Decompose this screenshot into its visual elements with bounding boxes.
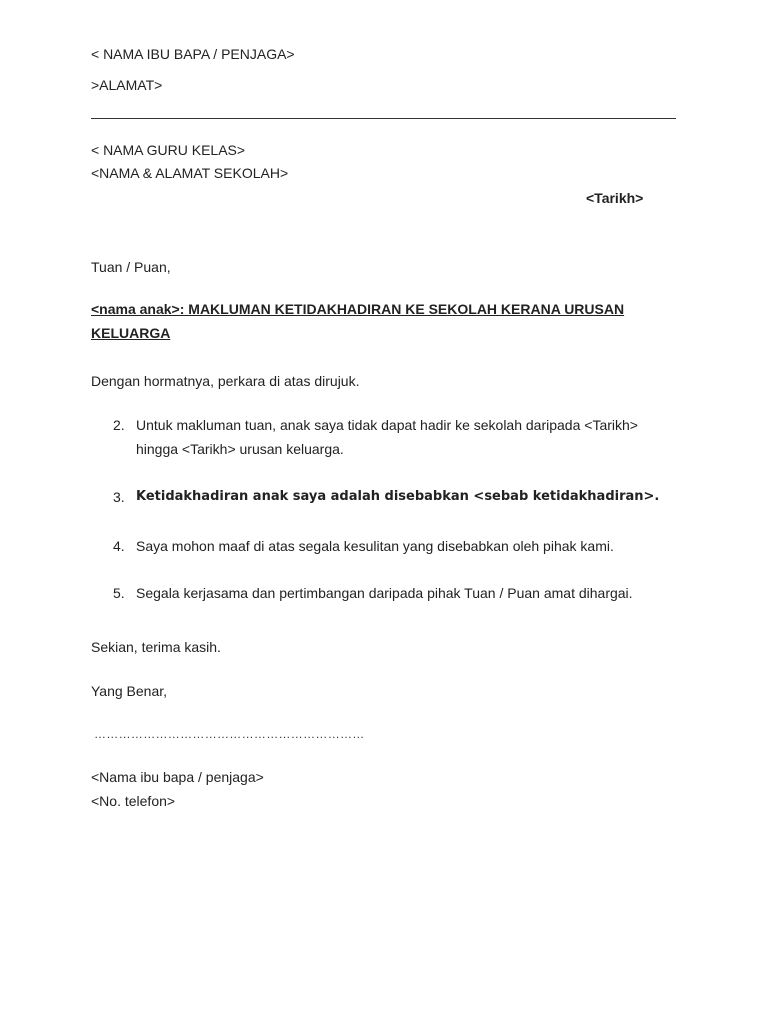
signature-phone: <No. telefon>: [91, 793, 176, 809]
item-text: Saya mohon maaf di atas segala kesulitan yang disebabkan oleh pihak kami.: [136, 538, 614, 554]
item-text: Untuk makluman tuan, anak saya tidak dapat hadir ke sekolah daripada <Tarikh>: [136, 417, 638, 433]
opening-paragraph: Dengan hormatnya, perkara di atas dirujuk.: [91, 373, 360, 389]
item-text-bold: Ketidakhadiran anak saya adalah disebabkan <sebab ketidakhadiran>.: [136, 489, 660, 504]
signature-dotted-line: …………………………………………………………: [94, 727, 365, 741]
salutation: Tuan / Puan,: [91, 259, 171, 275]
closing-line: Sekian, terima kasih.: [91, 639, 221, 655]
recipient-name: < NAMA GURU KELAS>: [91, 142, 246, 158]
item-number: 4.: [113, 538, 125, 554]
signature-name: <Nama ibu bapa / penjaga>: [91, 769, 264, 785]
divider-line: [91, 118, 676, 119]
subject-line-1: <nama anak>: MAKLUMAN KETIDAKHADIRAN KE SEKOLAH KERANA URUSAN: [91, 301, 625, 317]
item-text-continued: hingga <Tarikh> urusan keluarga.: [136, 441, 344, 457]
item-text: Segala kerjasama dan pertimbangan daripada pihak Tuan / Puan amat dihargai.: [136, 585, 633, 601]
recipient-school: <NAMA & ALAMAT SEKOLAH>: [91, 165, 289, 181]
item-number: 5.: [113, 585, 125, 601]
subject-line-2: KELUARGA: [91, 325, 171, 341]
sender-name: < NAMA IBU BAPA / PENJAGA>: [91, 46, 295, 62]
item-number: 3.: [113, 489, 125, 505]
item-number: 2.: [113, 417, 125, 433]
signoff-line: Yang Benar,: [91, 683, 168, 699]
sender-address: >ALAMAT>: [91, 77, 163, 93]
letter-date: <Tarikh>: [586, 190, 644, 206]
